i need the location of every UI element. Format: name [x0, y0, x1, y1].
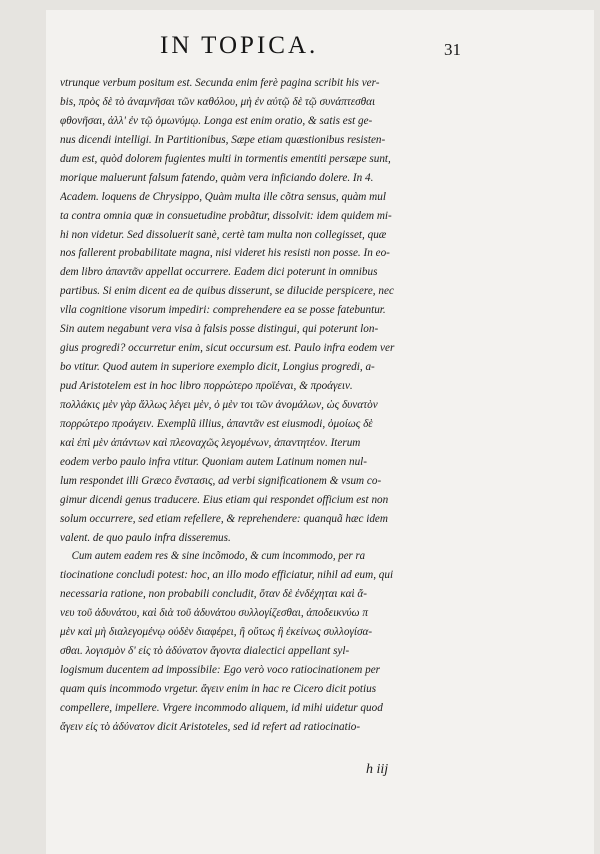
text-line: morique maluerunt falsum fatendo, quàm vera inficiando dolere. In 4. [60, 171, 374, 184]
text-line: Sin autem negabunt vera visa à falsis posse distingui, qui poterunt lon- [60, 323, 379, 336]
text-line: πολλάκις μὲν γὰρ ἄλλως λέγει μὲν, ὁ μὲν τοι τῶν ἀνομάλων, ὡς δυνατὸν [60, 398, 378, 411]
text-line: σθαι. λογισμὸν δ' εἰς τὸ ἀδύνατον ἄγοντα dialectici appellant syl- [60, 645, 350, 658]
text-line: μὲν καὶ μὴ διαλεγομένῳ οὐδὲν διαφέρει, ἢ οὕτως ἢ ἐκείνως συλλογίσα- [60, 626, 373, 639]
text-line: pud Aristotelem est in hoc libro πορρώτερο προϊέναι, & προάγειν. [60, 380, 353, 392]
text-line: φθονῆσαι, ἀλλ' ἐν τῷ ὁμωνύμῳ. Longa est enim oratio, & satis est ge- [60, 114, 373, 127]
main-text-block [60, 74, 460, 737]
text-line: πορρώτερο προάγειν. Exemplũ illius, ἀπαντᾶν est eiusmodi, ὁμοίως δὲ [60, 417, 373, 430]
text-line: καὶ ἐπὶ μὲν ἀπάντων καὶ πλεοναχῶς λεγομένων, ἀπαντητέον. Iterum [60, 436, 361, 449]
text-line: partibus. Si enim dicent ea de quibus disserunt, se dilucide perspicere, nec [60, 285, 394, 298]
running-title: IN TOPICA. [160, 32, 319, 59]
text-line: quam quis incommodo vrgetur. ἄγειν enim in hac re Cicero dicit potius [60, 683, 377, 695]
text-line: νευ τοῦ ἀδυνάτου, καὶ διὰ τοῦ ἀδυνάτου συλλογίζεσθαι, ἀποδεικνύω π [60, 607, 368, 620]
text-line: ta contra omnia quæ in consuetudine probãtur, dissolvit: idem quidem mi- [60, 209, 392, 222]
text-line: compellere, impellere. Vrgere incommodo aliquem, id mihi uidetur quod [60, 701, 383, 714]
text-line: lum respondet illi Græco ἔνστασις, ad verbi significationem & vsum co- [60, 474, 382, 487]
text-line: eodem verbo paulo infra vtitur. Quoniam autem Latinum nomen nul- [60, 455, 368, 468]
text-line: gius progredi? occurretur enim, sicut occursum est. Paulo infra eodem ver [60, 342, 395, 355]
text-line: Academ. loquens de Chrysippo, Quàm multa ille cõtra sensus, quàm mul [60, 190, 386, 203]
text-line: vlla cognitione visorum impediri: comprehendere ea se posse fatebuntur. [60, 304, 386, 317]
text-line: nos fallerent probabilitate magna, nisi videret his resisti non posse. In eo- [60, 247, 390, 260]
text-line: solum occurrere, sed etiam refellere, & reprehendere: quanquã hæc idem [60, 512, 388, 525]
paragraph-start-line: Cum autem eadem res & sine incõmodo, & cum incommodo, per ra [71, 550, 366, 563]
text-line: vtrunque verbum positum est. Secunda enim ferè pagina scribit his ver- [60, 77, 380, 89]
text-line: dem libro ἀπαντᾶν appellat occurrere. Eadem dici poterunt in omnibus [60, 266, 378, 279]
text-line: bo vtitur. Quod autem in superiore exemplo dicit, Longius progredi, a- [60, 361, 375, 374]
text-line: dum est, quòd dolorem fugientes multi in tormentis ementiti persæpe sunt, [60, 152, 391, 165]
text-line: gimur dicendi genus traducere. Eius etiam qui respondet officium est non [60, 493, 389, 506]
page-number: 31 [444, 40, 461, 59]
text-line: valent. de quo paulo infra disseremus. [60, 531, 231, 544]
text-line: tiocinatione concludi potest: hoc, an illo modo efficiatur, nihil ad eum, qui [60, 569, 394, 582]
text-line: ἄγειν εἰς τὸ ἀδύνατον dicit Aristoteles, sed id refert ad ratiocinatio- [60, 720, 361, 733]
signature-mark: h iij [366, 762, 389, 777]
text-line: nus dicendi intelligi. In Partitionibus, Sæpe etiam quæstionibus resisten- [60, 133, 386, 146]
text-line: necessaria ratione, non probabili concludit, ὅταν δὲ ἐνδέχηται καὶ ἄ- [60, 588, 368, 601]
text-line: bis, πρὸς δὲ τὸ ἀναμνῆσαι τῶν καθόλου, μὴ ἐν αὐτῷ δὲ τῷ συνάπτεσθαι [60, 95, 376, 108]
text-line: logismum ducentem ad impossibile: Ego verò voco ratiocinationem per [60, 664, 381, 677]
text-line: hi non videtur. Sed dissoluerit sanè, certè tam multa non collegisset, quæ [60, 228, 387, 241]
